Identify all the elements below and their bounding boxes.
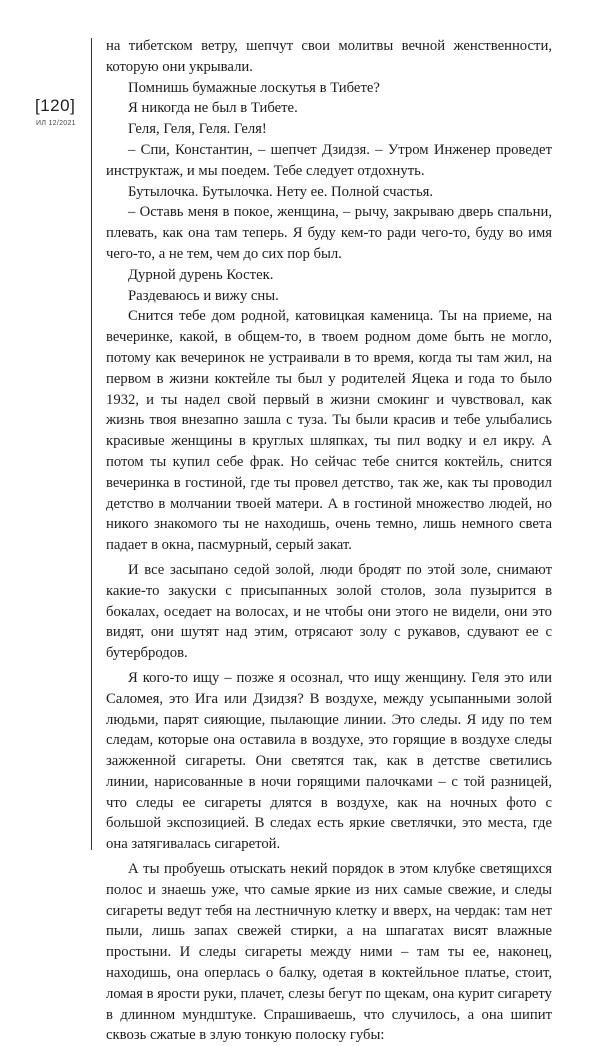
- body-text: [106, 36, 552, 1046]
- paragraph: – Оставь меня в покое, женщина, – рычу, закрываю дверь спальни, плевать, как она там теперь. Я буду кем-то ради чего-то, буду во имя чего-то, а не тем, чем до сих пор был.: [106, 204, 552, 262]
- paragraph: Раздеваюсь и вижу сны.: [128, 287, 279, 304]
- paragraph: Геля, Геля, Геля. Геля!: [128, 121, 267, 138]
- paragraph: И все засыпано седой золой, люди бродят по этой золе, снимают какие-то закуски с присыпанных золой столов, зола пузырится в бокалах, оседает на волосах, и не чтобы они этого не видели, они это видят, они шутят над этим, отрясают золу с рукавов, сдувают ее с бутербродов.: [106, 561, 552, 662]
- page-number: [120]: [35, 96, 76, 115]
- paragraph: Помнишь бумажные лоскутья в Тибете?: [128, 79, 380, 96]
- paragraph: Я кого-то ищу – позже я осознал, что ищу женщину. Геля это или Саломея, это Ига или Дзидзя? В воздухе, между усыпанными золой людьми, парят сияющие, пылающие линии. Это следы. Я иду по тем следам, которые она оставила в воздухе, это горящие в воздухе следы зажженной сигареты. Они светятся так, как в детстве светились линии, нарисованные в ночи горящими палочками – с той разницей, что следы ее сигареты длятся в воздухе, как на ночных фото с большой экспозицией. В следах есть яркие светлячки, это места, где она затягивалась сигаретой.: [106, 669, 552, 853]
- paragraph: Дурной дурень Костек.: [128, 266, 274, 283]
- paragraph: Я никогда не был в Тибете.: [128, 100, 298, 117]
- paragraph: А ты пробуешь отыскать некий порядок в этом клубке светящихся полос и знаешь уже, что самые яркие из них самые свежие, и следы сигареты ведут тебя на лестничную клетку и вверх, на чердак: там нет пыли, лишь запах свежей стирки, а на шпагатах висят влажные простыни. И следы сигареты между ними – там ты ее, наконец, находишь, она оперлась о балку, одетая в коктейльное платье, стоит, ломая в ярости руки, плачет, слезы бегут по щекам, она курит сигарету в длинном мундштуке. Спрашиваешь, что случилось, а она шипит сквозь сжатые в злую тонкую полоску губы:: [106, 861, 552, 1044]
- paragraph: – Спи, Константин, – шепчет Дзидзя. – Утром Инженер проведет инструктаж, и мы поедем. Тебе следует отдохнуть.: [106, 141, 552, 179]
- paragraph: Снится тебе дом родной, катовицкая каменица. Ты на приеме, на вечеринке, какой, в общем-то, в твоем родном доме быть не могло, потому как вечеринок не устраивали в то время, когда ты там жил, на первом в жизни коктейле ты был у родителей Яцека и года то было 1932, и ты надел свой первый в жизни смокинг и чувствовал, как жизнь твоя внезапно зашла с туза. Ты были красив и тебе улыбались красивые женщины в круглых шляпках, ты пил водку и ел икру. А потом ты купил себе фрак. Но сейчас тебе снится коктейль, снится вечеринка в гостиной, где ты провел детство, так же, как ты проводил детство в молчании твоей матери. А в гостиной множество людей, но никого знакомого ты не находишь, очень темно, лишь немного света падает в окна, пасмурный, серый закат.: [106, 308, 552, 554]
- issue-label: ИЛ 12/2021: [36, 120, 76, 127]
- paragraph: Бутылочка. Бутылочка. Нету ее. Полной счастья.: [128, 183, 434, 200]
- paragraph: на тибетском ветру, шепчут свои молитвы вечной женственности, которую они укрывали.: [106, 38, 552, 75]
- margin-rule: [91, 38, 92, 850]
